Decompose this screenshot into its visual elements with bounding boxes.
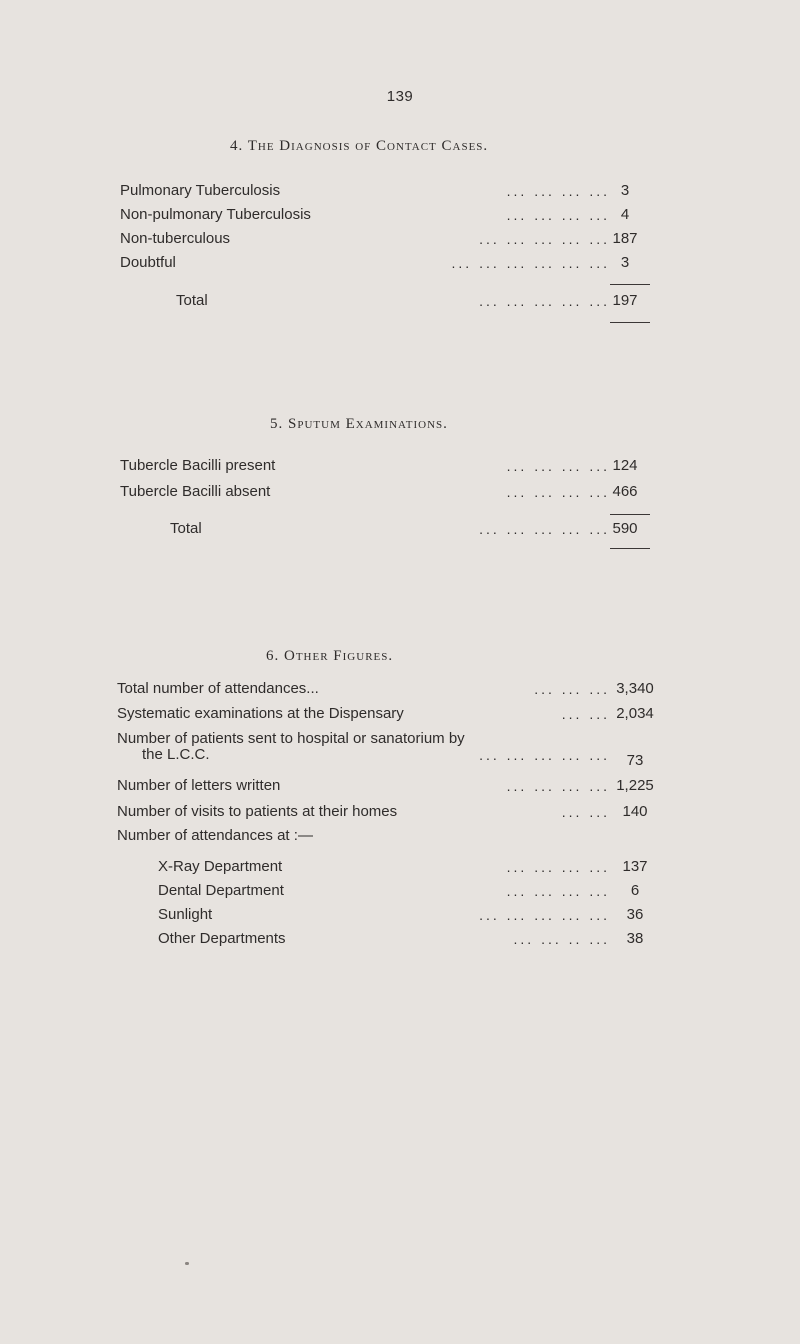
- total-value: 590: [612, 520, 638, 537]
- row-label: Non-pulmonary Tuberculosis: [120, 206, 311, 223]
- row-label: Doubtful: [120, 254, 176, 271]
- leader-dots: ... ... ... ... ...: [479, 231, 610, 247]
- row-value: 73: [626, 752, 644, 769]
- row-label: Total number of attendances...: [117, 680, 319, 697]
- leader-dots: ... ... ... ... ... ...: [451, 255, 610, 271]
- table-row: [0, 825, 665, 847]
- table-row: [0, 228, 655, 250]
- page-number: 139: [386, 88, 414, 105]
- table-row: [0, 775, 665, 797]
- row-label: Dental Department: [158, 882, 284, 899]
- leader-dots: ... ...: [561, 706, 610, 722]
- table-row: [0, 678, 665, 700]
- leader-dots: ... ... ... ... ...: [479, 293, 610, 309]
- row-value: 187: [612, 230, 638, 247]
- total-row: [0, 518, 655, 540]
- row-label: X-Ray Department: [158, 858, 283, 875]
- table-row: [0, 252, 655, 274]
- total-value: 197: [612, 292, 638, 309]
- total-label: Total: [170, 520, 202, 537]
- table-row: [0, 455, 655, 477]
- row-value: 3: [620, 182, 630, 199]
- leader-dots: ... ...: [561, 804, 610, 820]
- row-label: Number of visits to patients at their homes: [117, 803, 398, 820]
- row-value: 124: [612, 457, 638, 474]
- table-row: [0, 703, 665, 725]
- total-rule-bottom: [610, 322, 650, 323]
- leader-dots: ... ... ... ... ...: [479, 747, 610, 763]
- row-value: 140: [622, 803, 648, 820]
- table-row: [0, 904, 665, 926]
- row-label: Number of attendances at :—: [117, 827, 313, 844]
- leader-dots: ... ... ... ...: [506, 183, 610, 199]
- leader-dots: ... ... ... ...: [506, 883, 610, 899]
- row-value: 38: [626, 930, 644, 947]
- row-value: 6: [630, 882, 640, 899]
- table-row: [0, 180, 655, 202]
- total-rule-top: [610, 514, 650, 515]
- row-value: 3,340: [616, 680, 654, 697]
- row-label: Systematic examinations at the Dispensary: [117, 705, 404, 722]
- total-rule-top: [610, 284, 650, 285]
- total-label: Total: [176, 292, 208, 309]
- leader-dots: ... ... ... ...: [506, 458, 610, 474]
- leader-dots: ... ... ... ... ...: [479, 907, 610, 923]
- row-label: Non-tuberculous: [120, 230, 231, 247]
- table-row: [0, 744, 665, 769]
- row-label: Tubercle Bacilli present: [120, 457, 276, 474]
- row-label: Pulmonary Tuberculosis: [120, 182, 281, 199]
- row-value: 4: [620, 206, 630, 223]
- section-heading-contact-cases: 4. The Diagnosis of Contact Cases.: [230, 138, 489, 154]
- row-label: Sunlight: [158, 906, 213, 923]
- leader-dots: ... ... ... ... ...: [479, 521, 610, 537]
- leader-dots: ... ... ... ...: [506, 484, 610, 500]
- row-label: Number of letters written: [117, 777, 281, 794]
- table-row: [0, 801, 665, 823]
- row-value: 137: [622, 858, 648, 875]
- table-row: [0, 856, 665, 878]
- leader-dots: ... ... ... ...: [506, 859, 610, 875]
- table-row: [0, 928, 665, 950]
- table-row: [0, 880, 665, 902]
- row-value: 3: [620, 254, 630, 271]
- row-label: Number of patients sent to hospital or sanatorium by: [117, 730, 465, 747]
- leader-dots: ... ... .. ...: [513, 931, 610, 947]
- row-label-continued: the L.C.C.: [142, 746, 210, 763]
- paper-smudge: [185, 1262, 189, 1265]
- table-row: [0, 481, 655, 503]
- table-row: [0, 204, 655, 226]
- total-row: [0, 290, 655, 312]
- leader-dots: ... ... ... ...: [506, 207, 610, 223]
- leader-dots: ... ... ...: [534, 681, 610, 697]
- total-rule-bottom: [610, 548, 650, 549]
- row-label: Other Departments: [158, 930, 286, 947]
- section-heading-other-figures: 6. Other Figures.: [266, 648, 394, 664]
- row-value: 36: [626, 906, 644, 923]
- row-value: 2,034: [616, 705, 654, 722]
- section-heading-sputum: 5. Sputum Examinations.: [270, 416, 448, 432]
- row-value: 466: [612, 483, 638, 500]
- row-label: Tubercle Bacilli absent: [120, 483, 271, 500]
- leader-dots: ... ... ... ...: [506, 778, 610, 794]
- row-value: 1,225: [616, 777, 654, 794]
